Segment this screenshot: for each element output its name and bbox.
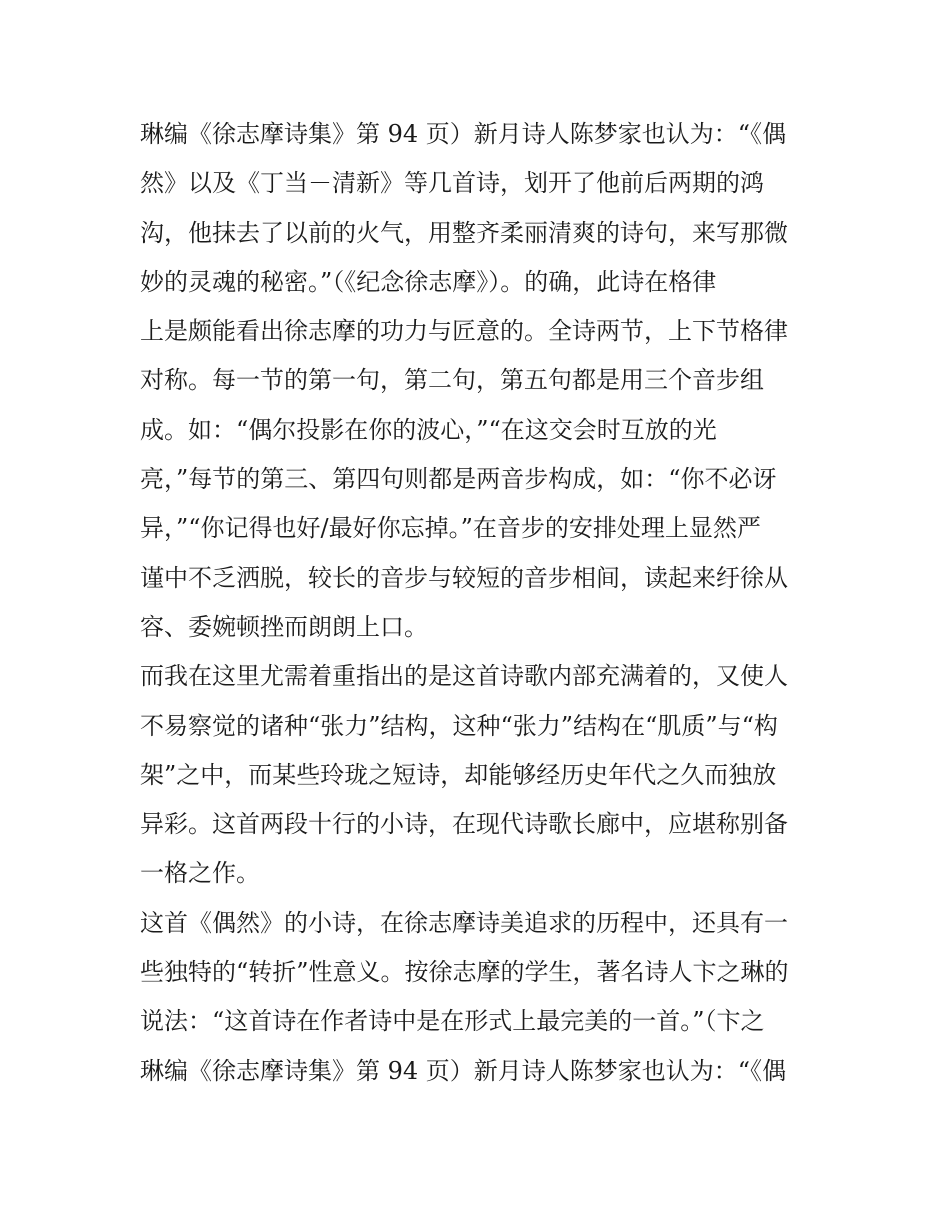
text-line-2: 然》以及《丁当－清新》等几首诗，划开了他前后两期的鸿	[140, 169, 764, 198]
text-line-12: 而我在这里尤需着重指出的是这首诗歌内部充满着的，又使人	[140, 662, 788, 691]
text-line-10: 谨中不乏洒脱，较长的音步与较短的音步相间，读起来纡徐从	[140, 563, 788, 592]
text-line-1: 琳编《徐志摩诗集》第 94 页）新月诗人陈梦家也认为：“《偶	[140, 120, 787, 148]
text-line-11: 容、委婉顿挫而朗朗上口。	[140, 612, 428, 641]
text-line-5: 上是颇能看出徐志摩的功力与匠意的。全诗两节，上下节格律	[140, 317, 788, 346]
text-line-15: 异彩。这首两段十行的小诗，在现代诗歌长廊中，应堪称别备	[140, 810, 788, 839]
text-line-19: 说法：“这首诗在作者诗中是在形式上最完美的一首。”（卞之	[140, 1007, 765, 1036]
text-line-17: 这首《偶然》的小诗，在徐志摩诗美追求的历程中，还具有一	[140, 908, 788, 937]
text-line-14: 架”之中，而某些玲珑之短诗，却能够经历史年代之久而独放	[140, 760, 777, 789]
text-line-20: 琳编《徐志摩诗集》第 94 页）新月诗人陈梦家也认为：“《偶	[140, 1056, 787, 1085]
text-line-3: 沟，他抹去了以前的火气，用整齐柔丽清爽的诗句，来写那微	[140, 218, 788, 247]
text-line-13: 不易察觉的诸种“张力”结构，这种“张力”结构在“肌质”与“构	[140, 711, 778, 740]
text-line-7: 成。如：“偶尔投影在你的波心，”“在这交会时互放的光	[140, 415, 717, 444]
text-line-18: 些独特的“转折”性意义。按徐志摩的学生，著名诗人卞之琳的	[140, 958, 789, 987]
text-line-4: 妙的灵魂的秘密。”（《纪念徐志摩》）。的确，此诗在格律	[140, 267, 717, 296]
body-text	[140, 110, 820, 1096]
text-line-9: 异，”“你记得也好/最好你忘掉。”在音步的安排处理上显然严	[140, 514, 761, 543]
text-line-6: 对称。每一节的第一句，第二句，第五句都是用三个音步组	[140, 366, 764, 395]
text-line-8: 亮，”每节的第三、第四句则都是两音步构成，如：“你不必讶	[140, 465, 777, 494]
text-line-16: 一格之作。	[140, 859, 260, 888]
